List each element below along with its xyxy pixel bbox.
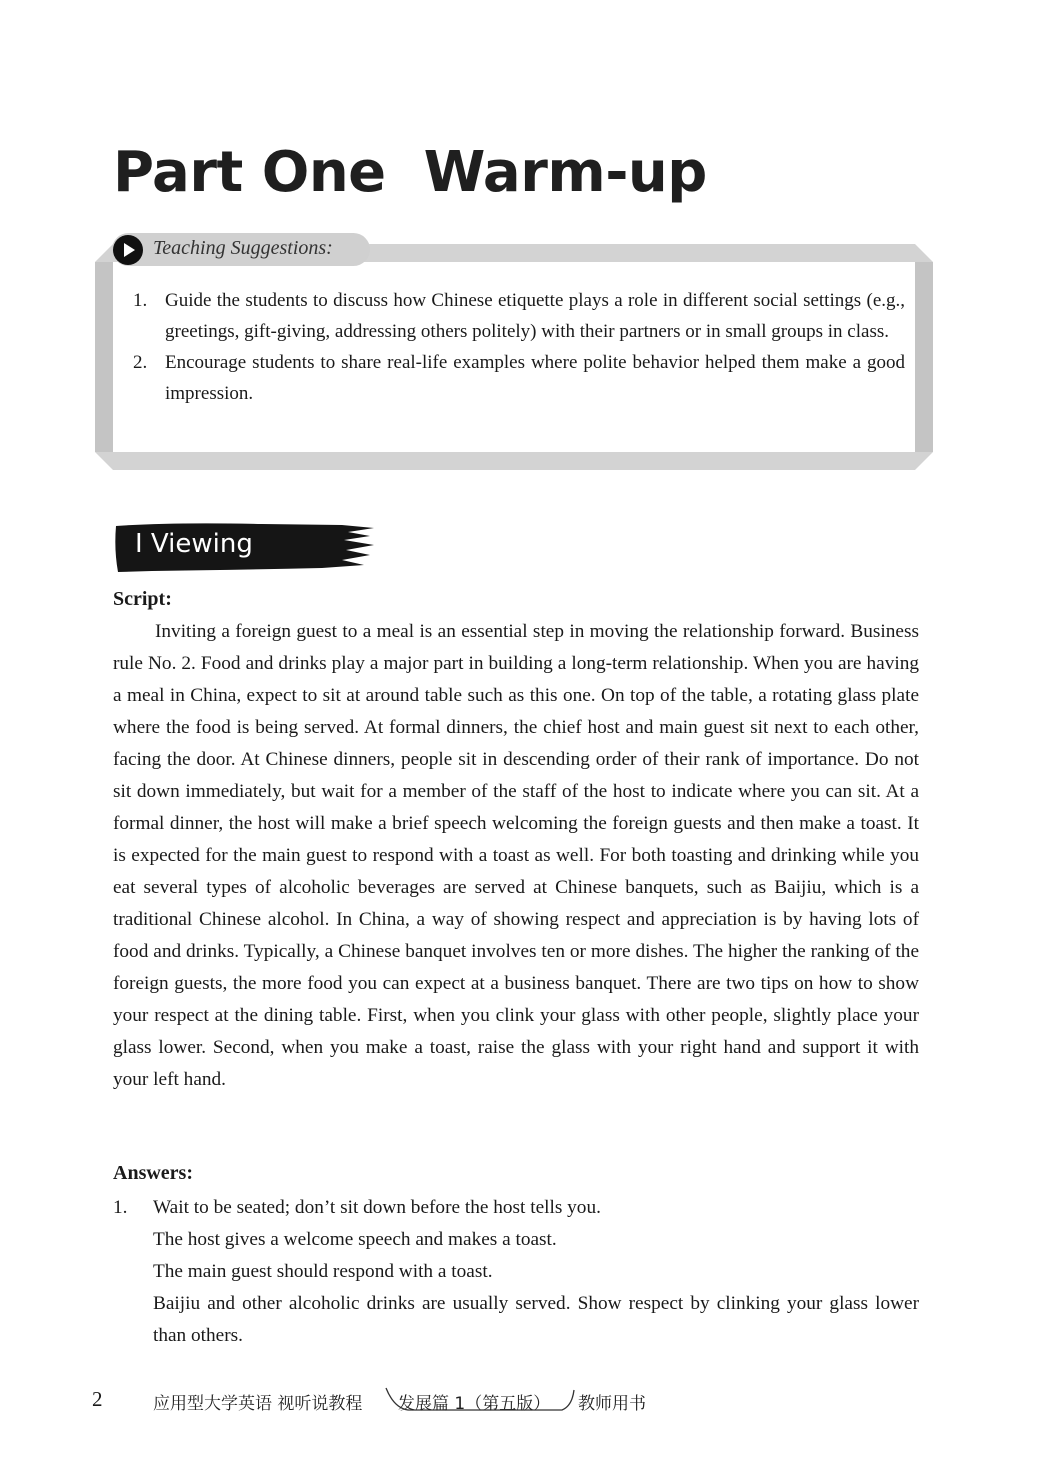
answer-line: The host gives a welcome speech and makes a toast. bbox=[153, 1229, 557, 1250]
list-item-text: Guide the students to discuss how Chinese etiquette plays a role in different social settings (e.g., greetings, gift-giving, addressing others politely) with their partners or in small groups in class. bbox=[165, 290, 905, 342]
script-label: Script: bbox=[113, 588, 172, 610]
answer-line: The main guest should respond with a toast. bbox=[153, 1261, 493, 1282]
answers-label: Answers: bbox=[113, 1162, 193, 1184]
book-subtitle: 发展篇 1（第五版） bbox=[398, 1394, 551, 1414]
play-icon bbox=[113, 235, 143, 265]
page-number: 2 bbox=[92, 1387, 103, 1411]
answers-list bbox=[113, 1192, 919, 1352]
book-title: 应用型大学英语 视听说教程 bbox=[153, 1394, 363, 1414]
teaching-suggestions-list bbox=[133, 285, 905, 409]
answer-line: Baijiu and other alcoholic drinks are usually served. Show respect by clinking your glass lower than others. bbox=[153, 1293, 919, 1346]
book-edition-tail: 教师用书 bbox=[578, 1394, 646, 1414]
page-title: Part One Warm-up bbox=[113, 140, 707, 205]
list-item-number: 1. bbox=[133, 290, 148, 311]
script-text: Inviting a foreign guest to a meal is an essential step in moving the relationship forward. Business rule No. 2. Food and drinks play a major part in building a long-term relationship. When you are having a meal in China, expect to sit at around table such as this one. On top of the table, a rotating glass plate where the food is being served. At formal dinners, the chief host and main guest sit next to each other, facing the door. At Chinese dinners, people sit in descending order of their rank of importance. Do not sit down immediately, but wait for a member of the staff of the host to indicate where you can sit. At a formal dinner, the host will make a brief speech welcoming the foreign guests and then make a toast. It is expected for the main guest to respond with a toast as well. For both toasting and drinking while you eat several types of alcoholic beverages are served at Chinese banquets, such as Baijiu, which is a traditional Chinese alcohol. In China, a way of showing respect and appreciation is by having lots of food and drinks. Typically, a Chinese banquet involves ten or more dishes. The higher the ranking of the foreign guests, the more food you can expect at a business banquet. There are two tips on how to show your respect at the dining table. First, when you clink your glass with other people, slightly place your glass lower. Second, when you make a toast, raise the glass with your right hand and support it with your left hand. bbox=[113, 621, 919, 1090]
answer-line: Wait to be seated; don’t sit down before the host tells you. bbox=[153, 1197, 601, 1218]
list-item-text: Encourage students to share real-life examples where polite behavior helped them make a good impression. bbox=[165, 352, 905, 404]
section-title: I Viewing bbox=[135, 529, 253, 559]
answer-number: 1. bbox=[113, 1197, 128, 1218]
list-item-number: 2. bbox=[133, 352, 148, 373]
list-item bbox=[133, 347, 905, 409]
list-item bbox=[133, 285, 905, 347]
teaching-suggestions-label: Teaching Suggestions: bbox=[153, 237, 333, 259]
list-item bbox=[113, 1192, 919, 1352]
